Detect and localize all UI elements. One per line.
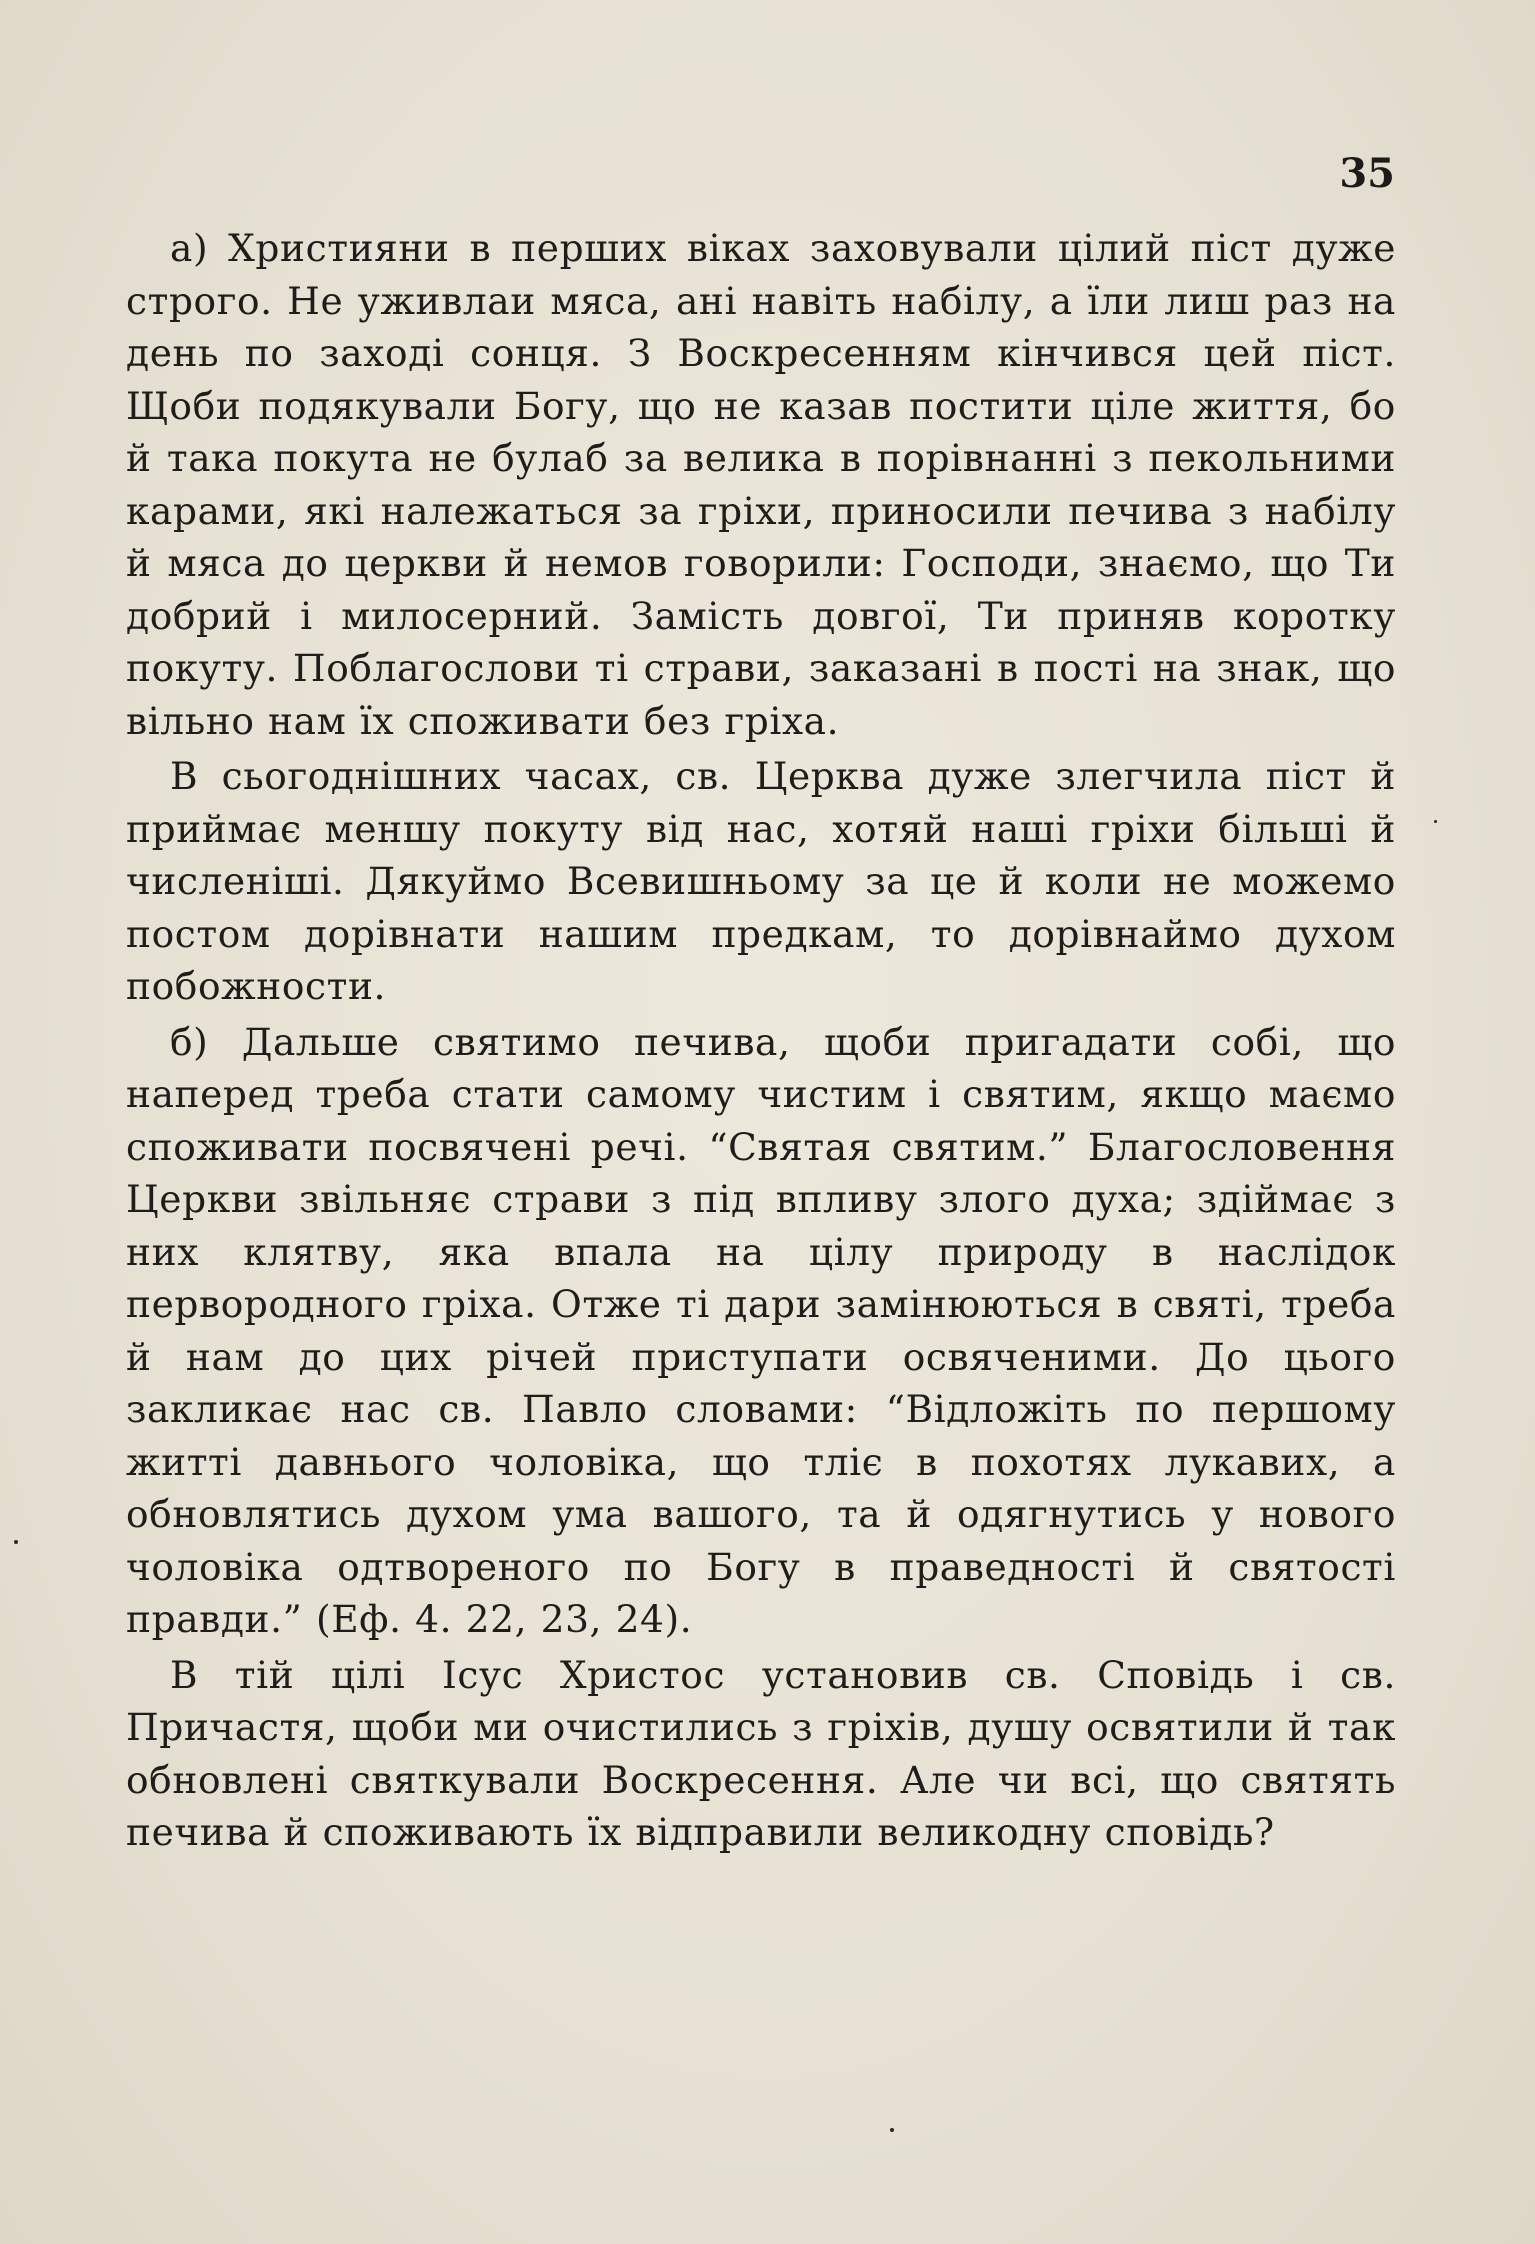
page-number: 35 <box>1339 150 1395 197</box>
print-speck <box>890 2128 894 2132</box>
print-speck <box>14 1540 18 1544</box>
paragraph-b: б) Дальше святимо печива, щоби пригадати собі, що наперед треба стати самому чистим і святим, якщо маємо споживати посвячені речі. “Святая святим.” Благословення Церкви звільняє страви з під впливу злого духа; здіймає з них клятву, яка впала на цілу природу в наслідок первородного гріха. Отже ті дари замінюються в святі, треба й нам до цих річей приступати освяченими. До цього закликає нас св. Павло словами: “Відложіть по першому житті давнього чоловіка, що тліє в похотях лукавих, а обновлятись духом ума вашого, та й одягнутись у нового чоловіка одтвореного по Богу в праведності й святості правди.” (Еф. 4. 22, 23, 24). <box>126 1019 1396 1641</box>
paragraph-modern-times: В сьогоднішних часах, св. Церква дуже злегчила піст й приймає меншу покуту від нас, хотяй наші гріхи більші й численіші. Дякуймо Всевишньому за це й коли не можемо постом дорівнати нашим предкам, то дорівнаймо духом побожности. <box>126 754 1396 1008</box>
body-text <box>126 222 1396 1862</box>
print-speck <box>1434 820 1437 823</box>
paragraph-sacraments: В тій цілі Ісус Христос установив св. Сповідь і св. Причастя, щоби ми очистились з гріхів, душу освятили й так обновлені святкували Воскресення. Але чи всі, що святять печива й споживають їх відправили великодну сповідь? <box>126 1652 1396 1854</box>
paragraph-a: а) Християни в перших віках заховували цілий піст дуже строго. Не уживлаи мяса, ані навіть набілу, а їли лиш раз на день по заході сонця. З Воскресенням кінчився цей піст. Щоби подякували Богу, що не казав постити ціле життя, бо й така покута не булаб за велика в порівнанні з пекольними карами, які належаться за гріхи, приносили печива з набілу й мяса до церкви й немов говорили: Господи, знаємо, що Ти добрий і милосерний. Замість довгої, Ти приняв коротку покуту. Поблагослови ті страви, заказані в пості на знак, що вільно нам їх споживати без гріха. <box>126 226 1396 743</box>
